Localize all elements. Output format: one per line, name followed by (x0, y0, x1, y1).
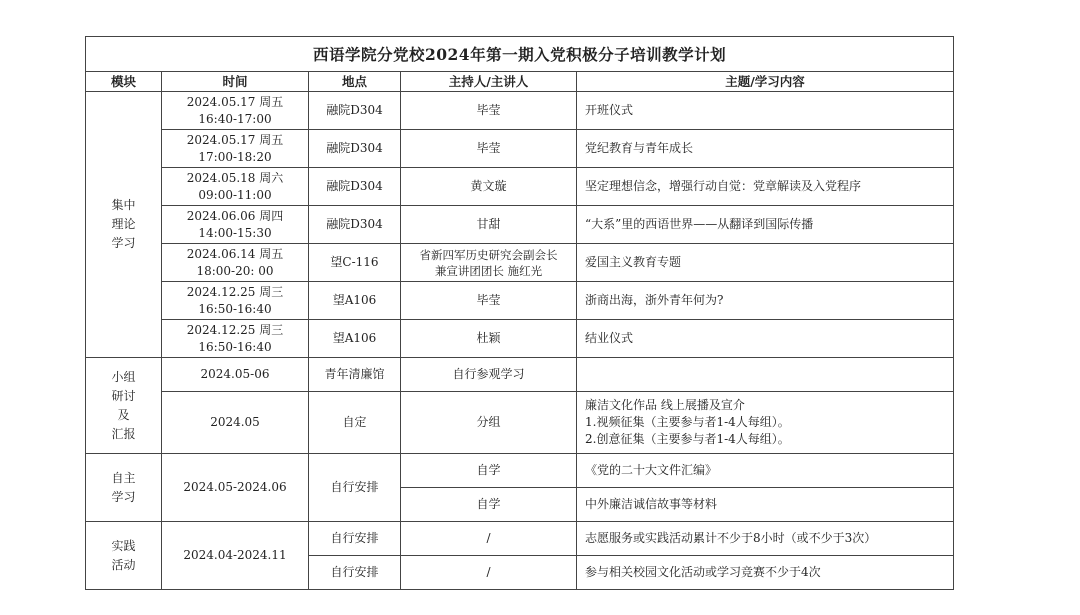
table-row (86, 454, 954, 488)
location-cell: 望A106 (309, 282, 401, 320)
host-cell: 黄文璇 (401, 168, 577, 206)
time-cell: 2024.06.14 周五 18:00-20: 00 (162, 244, 309, 282)
module-practice: 实践 活动 (86, 522, 162, 590)
host-cell: 甘甜 (401, 206, 577, 244)
header-module: 模块 (86, 72, 162, 92)
time-cell: 2024.05-06 (162, 358, 309, 392)
host-cell: 分组 (401, 392, 577, 454)
location-cell: 望A106 (309, 320, 401, 358)
host-cell: 毕莹 (401, 282, 577, 320)
module-concentrated: 集中 理论 学习 (86, 92, 162, 358)
table-row (86, 320, 954, 358)
module-group: 小组 研讨 及 汇报 (86, 358, 162, 454)
topic-cell: 志愿服务或实践活动累计不少于8小时（或不少于3次） (577, 522, 954, 556)
host-cell: 省新四军历史研究会副会长 兼宣讲团团长 施红光 (401, 244, 577, 282)
topic-cell: 坚定理想信念，增强行动自觉：党章解读及入党程序 (577, 168, 954, 206)
table-row (86, 206, 954, 244)
header-host: 主持人/主讲人 (401, 72, 577, 92)
topic-cell: 参与相关校园文化活动或学习竞赛不少于4次 (577, 556, 954, 590)
header-location: 地点 (309, 72, 401, 92)
table-row (86, 168, 954, 206)
module-self: 自主 学习 (86, 454, 162, 522)
host-cell: 毕莹 (401, 130, 577, 168)
table-row (86, 130, 954, 168)
topic-cell: 党纪教育与青年成长 (577, 130, 954, 168)
time-cell: 2024.04-2024.11 (162, 522, 309, 590)
host-cell: 自行参观学习 (401, 358, 577, 392)
time-cell: 2024.06.06 周四 14:00-15:30 (162, 206, 309, 244)
time-cell: 2024.05.17 周五 16:40-17:00 (162, 92, 309, 130)
location-cell: 融院D304 (309, 168, 401, 206)
host-cell: 杜颖 (401, 320, 577, 358)
host-cell: / (401, 522, 577, 556)
training-plan-table (85, 36, 954, 590)
topic-cell: 中外廉洁诚信故事等材料 (577, 488, 954, 522)
time-cell: 2024.12.25 周三 16:50-16:40 (162, 320, 309, 358)
location-cell: 融院D304 (309, 92, 401, 130)
header-row (86, 72, 954, 92)
topic-cell: 廉洁文化作品 线上展播及宣介 1.视频征集（主要参与者1-4人每组）。 2.创意征集（主要参与者1-4人每组）。 (577, 392, 954, 454)
host-cell: 自学 (401, 488, 577, 522)
host-cell: 毕莹 (401, 92, 577, 130)
location-cell: 自定 (309, 392, 401, 454)
time-cell: 2024.05.17 周五 17:00-18:20 (162, 130, 309, 168)
location-cell: 青年清廉馆 (309, 358, 401, 392)
time-cell: 2024.05.18 周六 09:00-11:00 (162, 168, 309, 206)
location-cell: 融院D304 (309, 206, 401, 244)
location-cell: 望C-116 (309, 244, 401, 282)
host-cell: / (401, 556, 577, 590)
table-row (86, 282, 954, 320)
topic-cell: 爱国主义教育专题 (577, 244, 954, 282)
topic-cell: 开班仪式 (577, 92, 954, 130)
time-cell: 2024.12.25 周三 16:50-16:40 (162, 282, 309, 320)
table-row (86, 358, 954, 392)
location-cell: 融院D304 (309, 130, 401, 168)
table-row (86, 522, 954, 556)
location-cell: 自行安排 (309, 454, 401, 522)
table-row (86, 392, 954, 454)
location-cell: 自行安排 (309, 556, 401, 590)
topic-cell: 《党的二十大文件汇编》 (577, 454, 954, 488)
header-topic: 主题/学习内容 (577, 72, 954, 92)
location-cell: 自行安排 (309, 522, 401, 556)
topic-cell: 结业仪式 (577, 320, 954, 358)
time-cell: 2024.05 (162, 392, 309, 454)
topic-cell: “大系”里的西语世界——从翻译到国际传播 (577, 206, 954, 244)
table-title: 西语学院分党校2024年第一期入党积极分子培训教学计划 (86, 37, 954, 72)
time-cell: 2024.05-2024.06 (162, 454, 309, 522)
topic-cell: 浙商出海，浙外青年何为? (577, 282, 954, 320)
table-row (86, 244, 954, 282)
topic-cell (577, 358, 954, 392)
header-time: 时间 (162, 72, 309, 92)
host-cell: 自学 (401, 454, 577, 488)
table-row (86, 92, 954, 130)
